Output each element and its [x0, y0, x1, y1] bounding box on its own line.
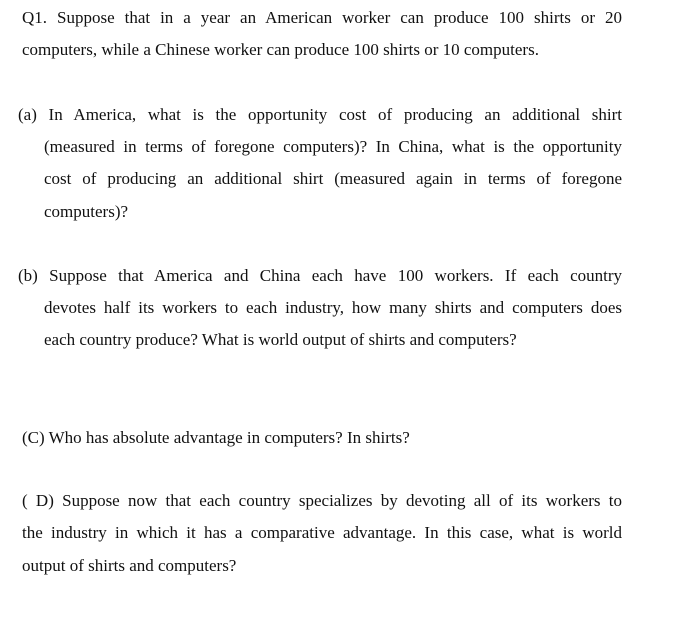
part-b-line-1: (b) Suppose that America and China each have 100 workers. If each country [18, 266, 622, 285]
part-d-line-2: the industry in which it has a comparative advantage. In this case, what is world [22, 523, 622, 542]
question-intro-line-1: Q1. Suppose that in a year an American worker can produce 100 shirts or 20 [22, 8, 622, 27]
part-a-line-2: (measured in terms of foregone computers)? In China, what is the opportunity [44, 137, 622, 156]
part-a-line-1: (a) In America, what is the opportunity cost of producing an additional shirt [18, 105, 622, 124]
part-d-line-3: output of shirts and computers? [22, 556, 237, 575]
part-d-line-1: ( D) Suppose now that each country specializes by devoting all of its workers to [22, 491, 622, 510]
part-c-line-1: (C) Who has absolute advantage in computers? In shirts? [22, 428, 410, 447]
part-a-line-3: cost of producing an additional shirt (measured again in terms of foregone [44, 169, 622, 188]
part-a-line-4: computers)? [44, 202, 129, 221]
part-b-line-2: devotes half its workers to each industry, how many shirts and computers does [44, 298, 622, 317]
question-intro-line-2: computers, while a Chinese worker can produce 100 shirts or 10 computers. [22, 40, 539, 59]
part-b-line-3: each country produce? What is world output of shirts and computers? [44, 330, 517, 349]
